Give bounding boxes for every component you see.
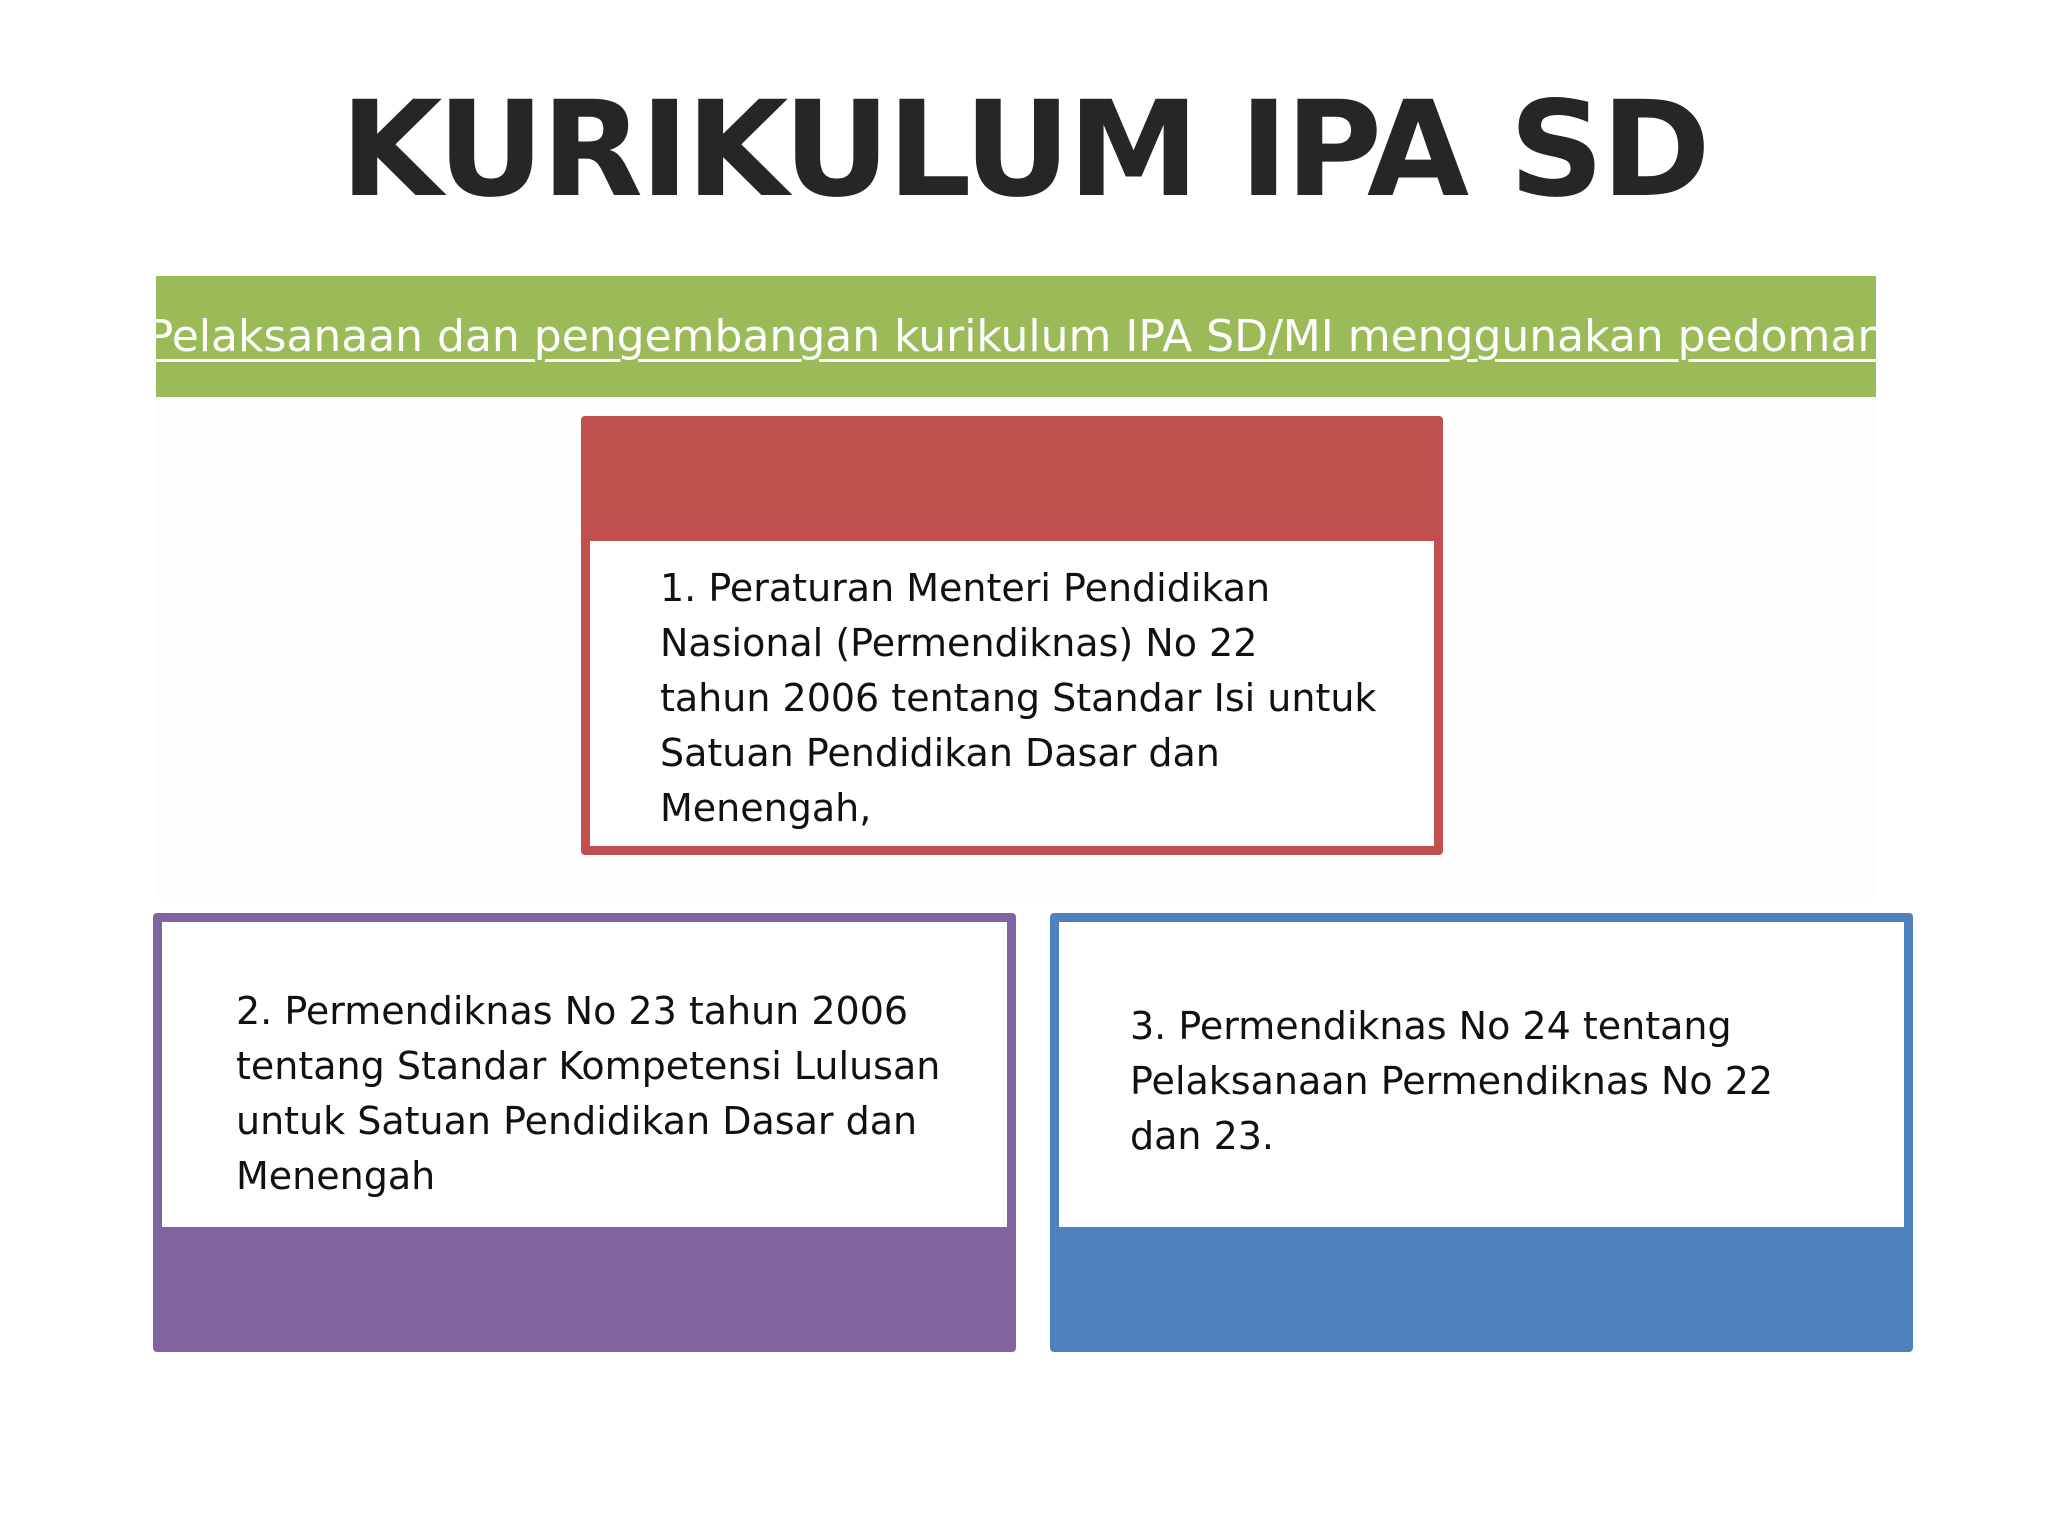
card-body <box>590 541 1434 846</box>
slide-title: KURIKULUM IPA SD <box>340 73 1708 227</box>
card-permendiknas-22 <box>581 416 1443 855</box>
card-line: 2. Permendiknas No 23 tahun 2006 <box>236 989 909 1033</box>
card-text <box>236 984 976 1204</box>
card-body <box>1059 922 1904 1227</box>
card-line: Nasional (Permendiknas) No 22 <box>660 621 1258 665</box>
card-line: untuk Satuan Pendidikan Dasar dan <box>236 1099 918 1143</box>
card-body <box>162 922 1007 1227</box>
card-permendiknas-24 <box>1050 913 1913 1352</box>
card-line: tahun 2006 tentang Standar Isi untuk <box>660 676 1377 720</box>
banner <box>146 276 1886 397</box>
card-line: Menengah <box>236 1154 436 1198</box>
card-line: dan 23. <box>1130 1114 1275 1158</box>
card-line: Menengah, <box>660 786 872 830</box>
card-line: Satuan Pendidikan Dasar dan <box>660 731 1220 775</box>
card-permendiknas-23 <box>153 913 1016 1352</box>
card-line: 1. Peraturan Menteri Pendidikan <box>660 566 1271 610</box>
card-line: tentang Standar Kompetensi Lulusan <box>236 1044 941 1088</box>
card-line: Pelaksanaan Permendiknas No 22 <box>1130 1059 1774 1103</box>
card-line: 3. Permendiknas No 24 tentang <box>1130 1004 1732 1048</box>
card-text <box>660 561 1380 836</box>
banner-text: Pelaksanaan dan pengembangan kurikulum IPA SD/MI menggunakan pedoman <box>146 311 1886 362</box>
card-text <box>1130 999 1830 1164</box>
